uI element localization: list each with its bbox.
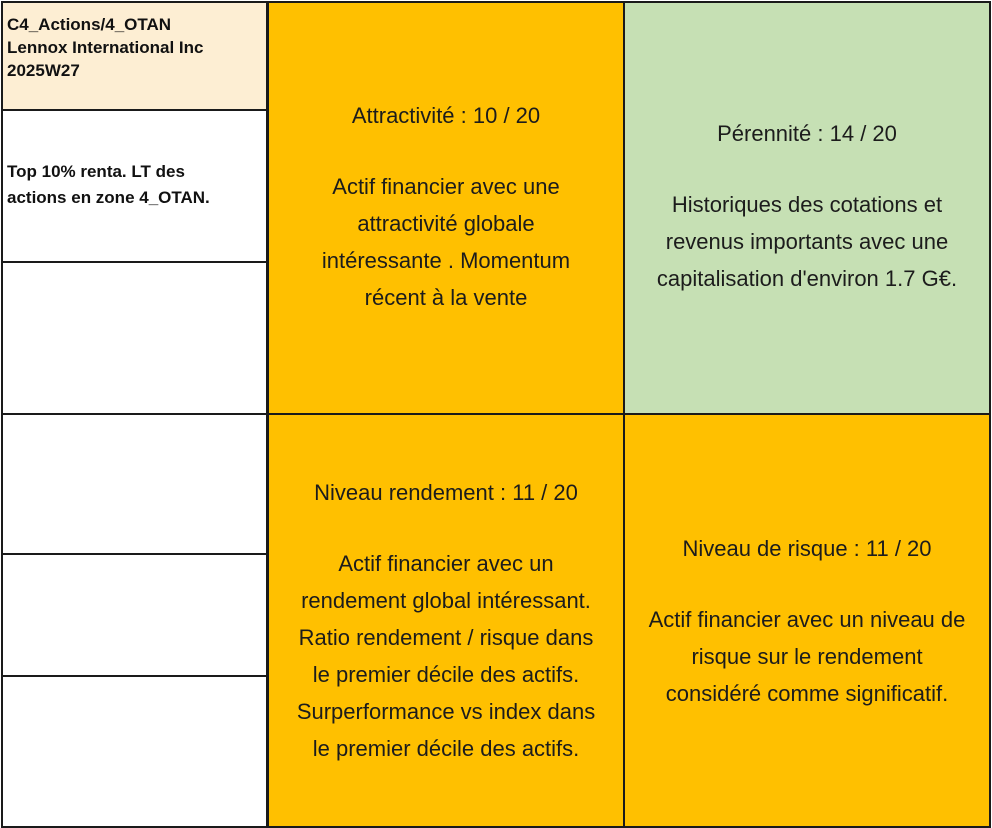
perennite-line-2: revenus importants avec une — [665, 229, 949, 254]
perennite-line-1: Historiques des cotations et — [671, 192, 943, 217]
risque-title: Niveau de risque : 11 / 20 — [682, 535, 932, 561]
empty-cell-1 — [1, 261, 268, 415]
risque-card — [623, 413, 991, 828]
rendement-line-3: Ratio rendement / risque dans — [298, 625, 594, 650]
attractivite-line-1: Actif financier avec une — [332, 173, 560, 199]
empty-cell-3 — [1, 553, 268, 677]
rendement-title: Niveau rendement : 11 / 20 — [314, 480, 578, 505]
rendement-line-1: Actif financier avec un — [338, 551, 554, 576]
asset-summary-cell — [1, 109, 268, 263]
attractivite-line-4: récent à la vente — [364, 284, 528, 310]
risque-line-2: risque sur le rendement — [691, 643, 923, 669]
attractivite-card — [267, 1, 625, 415]
asset-header-cell — [1, 1, 268, 111]
rendement-line-5: Surperformance vs index dans — [296, 699, 596, 724]
perennite-line-3: capitalisation d'environ 1.7 G€. — [656, 266, 958, 291]
risque-line-3: considéré comme significatif. — [665, 680, 949, 706]
rendement-line-6: le premier décile des actifs. — [312, 736, 580, 761]
attractivite-title: Attractivité : 10 / 20 — [351, 102, 541, 128]
attractivite-line-2: attractivité globale — [357, 210, 535, 236]
rendement-line-4: le premier décile des actifs. — [312, 662, 580, 687]
summary-line-1: Top 10% renta. LT des — [7, 162, 185, 181]
summary-line-2: actions en zone 4_OTAN. — [7, 188, 210, 207]
empty-cell-2 — [1, 413, 268, 555]
rendement-card — [267, 413, 625, 828]
asset-category: C4_Actions/4_OTAN — [7, 15, 172, 34]
asset-week: 2025W27 — [7, 61, 80, 80]
empty-cell-4 — [1, 675, 268, 828]
rendement-line-2: rendement global intéressant. — [301, 588, 591, 613]
risque-line-1: Actif financier avec un niveau de — [648, 606, 966, 632]
asset-name: Lennox International Inc — [7, 38, 204, 57]
perennite-title: Pérennité : 14 / 20 — [717, 121, 897, 146]
attractivite-line-3: intéressante . Momentum — [321, 247, 571, 273]
perennite-card — [623, 1, 991, 415]
